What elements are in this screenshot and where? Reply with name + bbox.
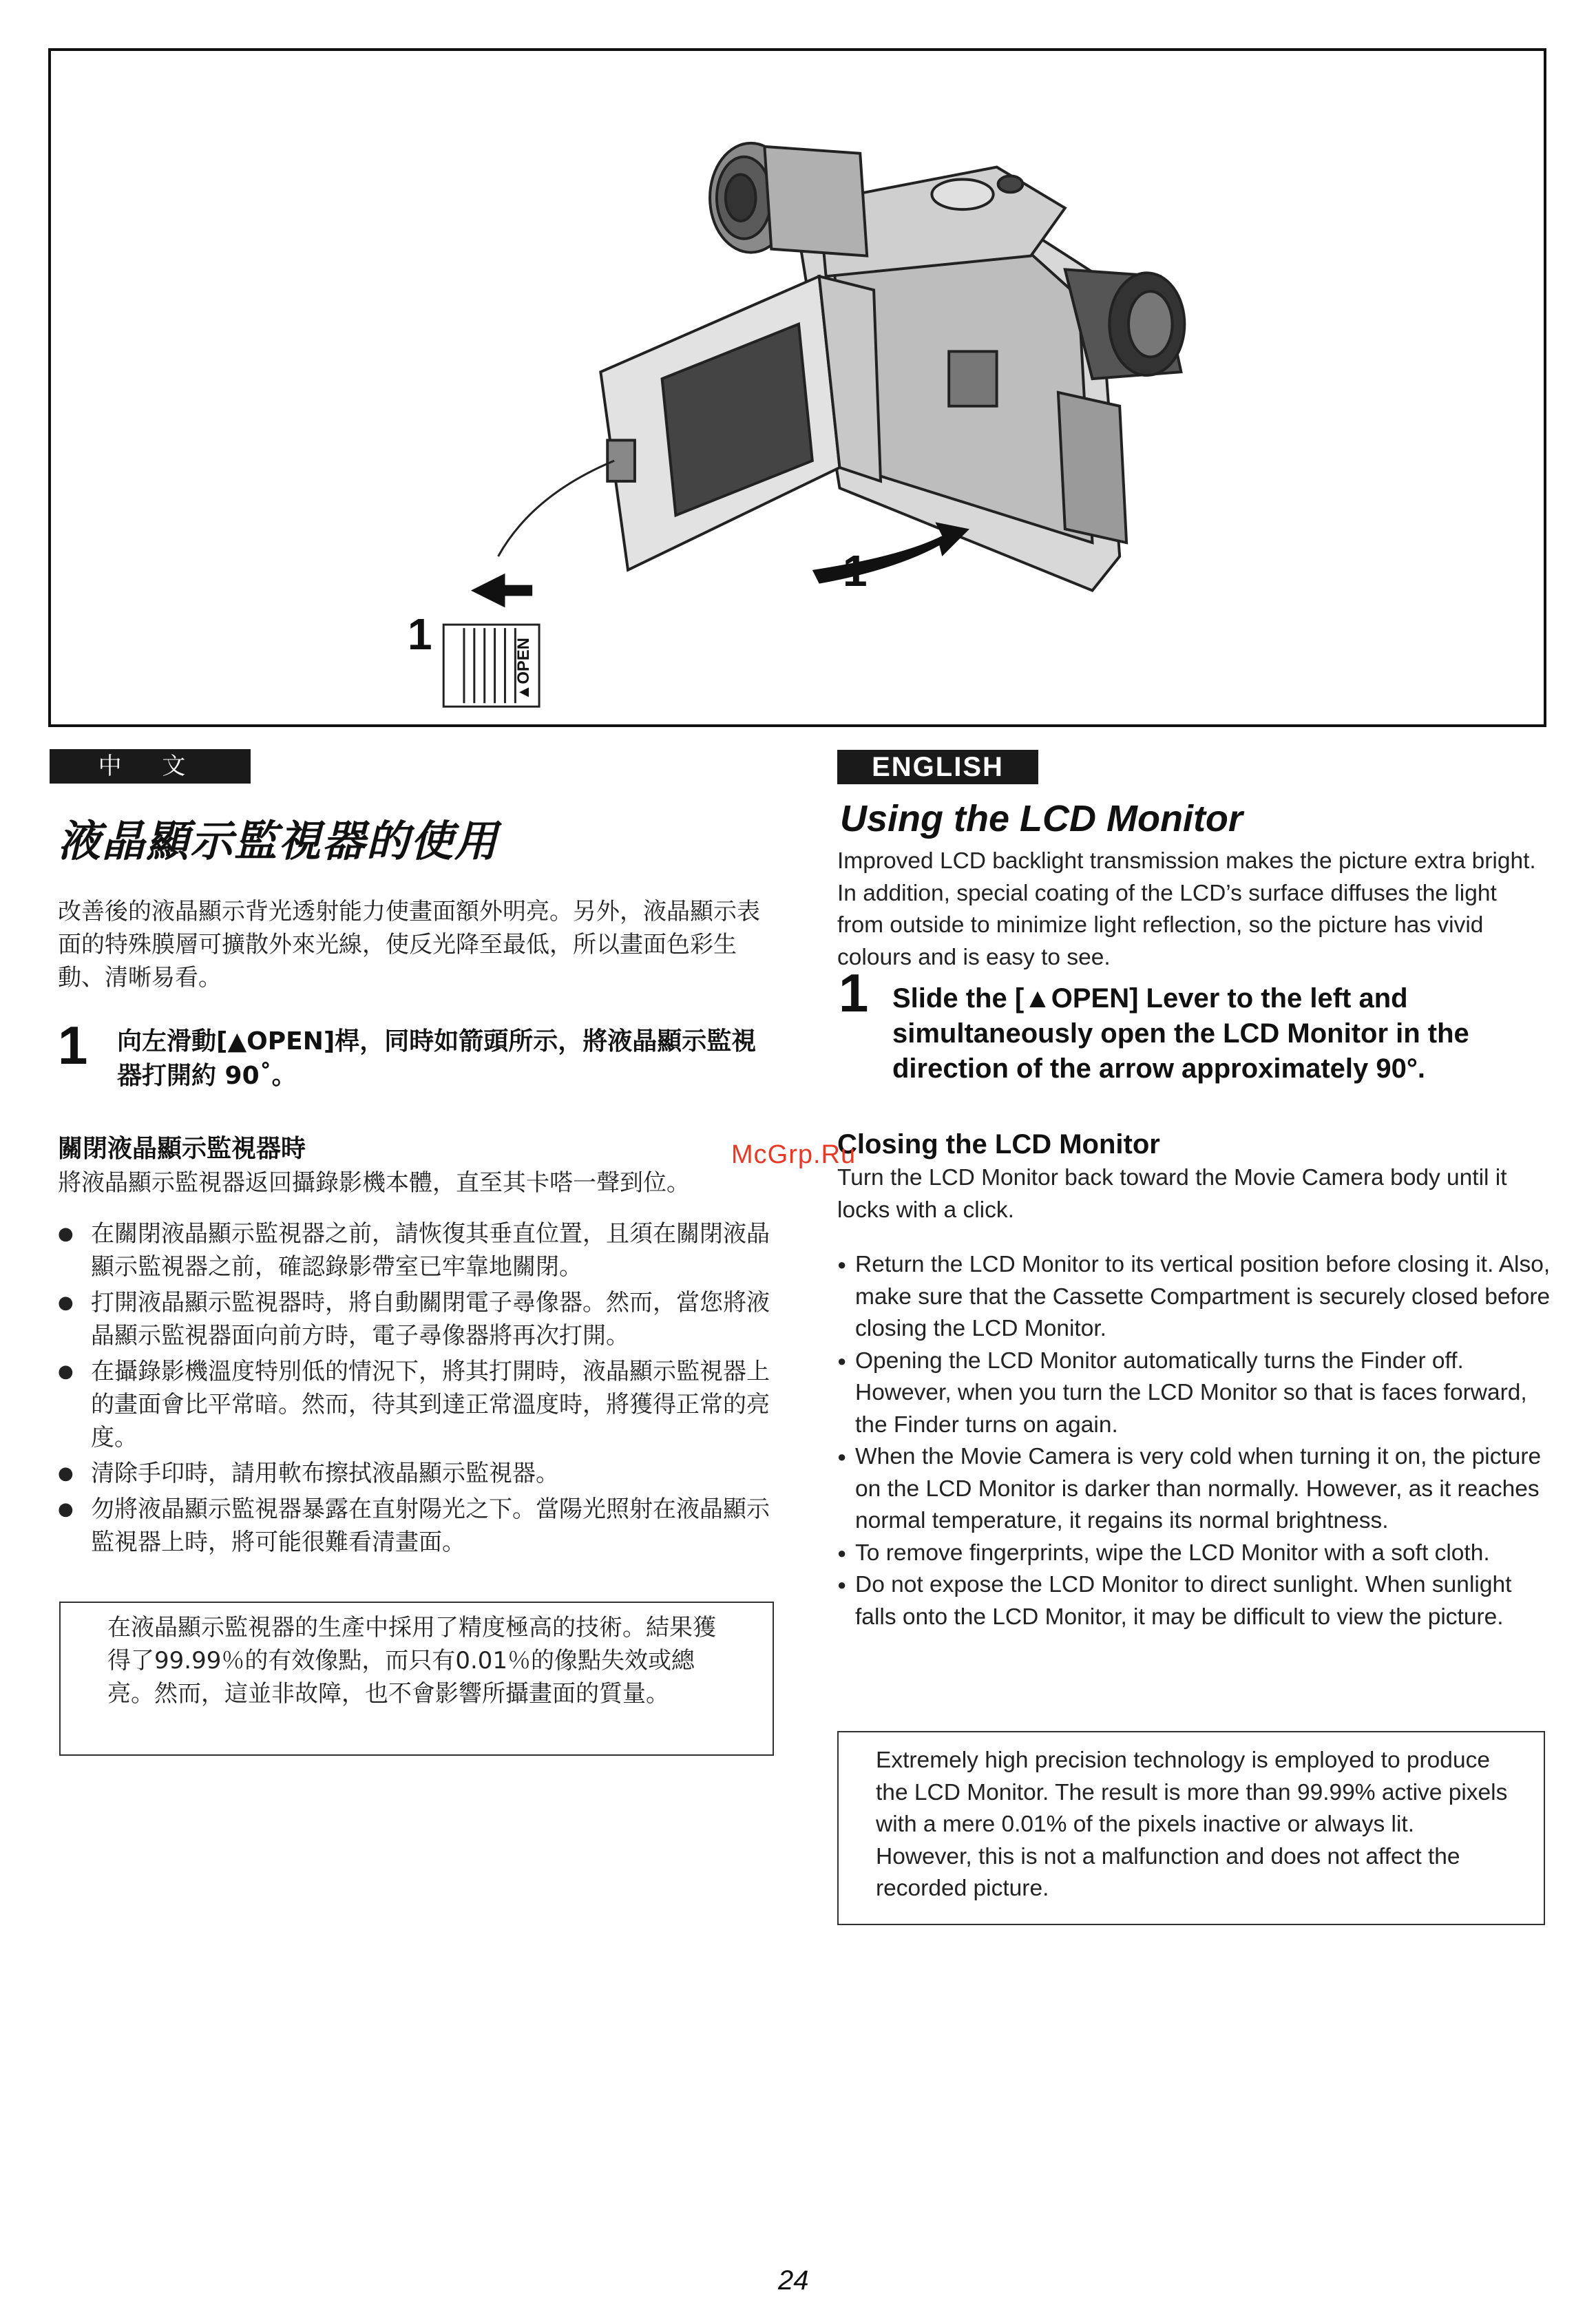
camcorder-illustration <box>48 48 1546 727</box>
chinese-title: 液晶顯示監視器的使用 <box>58 816 499 866</box>
english-title: Using the LCD Monitor <box>840 798 1243 839</box>
chinese-note-box <box>59 1602 774 1756</box>
english-intro: Improved LCD backlight transmission makes the picture extra bright. In addition, special coating of the LCD’s surface diffuses the light from outside to minimize light reflection, so the picture has vivid colours and is easy to see. <box>837 848 1536 970</box>
english-closing-heading: Closing the LCD Monitor <box>837 1129 1160 1160</box>
open-lever-label: ▲OPEN <box>514 638 534 701</box>
chinese-bullet-list <box>58 1217 781 1562</box>
list-item: ● To remove fingerprints, wipe the LCD Monitor with a soft cloth. <box>837 1538 1553 1570</box>
list-item: ● When the Movie Camera is very cold when turning it on, the picture on the LCD Monitor is darker than normally. However, as it reaches normal temperature, it regains its normal brightness. <box>837 1441 1553 1538</box>
page-number: 24 <box>778 2265 809 2296</box>
list-item: ● Do not expose the LCD Monitor to direct sunlight. When sunlight falls onto the LCD Monitor, it may be difficult to view the picture. <box>837 1569 1553 1633</box>
english-step-text: Slide the [▲OPEN] Lever to the left and simultaneously open the LCD Monitor in the direction of the arrow approximately 90°. <box>892 983 1469 1084</box>
english-language-tag: ENGLISH <box>837 750 1038 784</box>
list-item: ● Return the LCD Monitor to its vertical position before closing it. Also, make sure that the Cassette Compartment is securely closed before closing the LCD Monitor. <box>837 1249 1553 1345</box>
list-item: ● 打開液晶顯示監視器時，將自動關閉電子尋像器。然而，當您將液晶顯示監視器面向前方時，電子尋像器將再次打開。 <box>58 1286 781 1352</box>
english-note-box <box>837 1731 1545 1925</box>
callout-open-lever: 1 <box>408 609 432 659</box>
english-note-text: Extremely high precision technology is employed to produce the LCD Monitor. The result is more than 99.99% active pixels with a mere 0.01% of the pixels inactive or always lit. However, this is not a malfunction and does not affect the recorded picture. <box>876 1748 1508 1901</box>
list-item: ● Opening the LCD Monitor automatically turns the Finder off. However, when you turn the LCD Monitor so that is faces forward, the Finder turns on again. <box>837 1345 1553 1442</box>
english-bullet-list <box>837 1249 1553 1633</box>
camcorder-drawing <box>51 51 1544 724</box>
list-item: ● 在關閉液晶顯示監視器之前，請恢復其垂直位置，且須在關閉液晶顯示監視器之前，確認錄影帶室已牢靠地關閉。 <box>58 1217 781 1283</box>
chinese-closing-heading: 關閉液晶顯示監視器時 <box>58 1135 306 1163</box>
chinese-step-text: 向左滑動[▲OPEN]桿，同時如箭頭所示，將液晶顯示監視器打開約 90˚。 <box>117 1027 757 1090</box>
chinese-intro: 改善後的液晶顯示背光透射能力使畫面額外明亮。另外，液晶顯示表面的特殊膜層可擴散外來光線，使反光降至最低，所以畫面色彩生動、清晰易看。 <box>58 898 760 991</box>
chinese-language-tag: 中 文 <box>50 749 251 784</box>
english-closing-text: Turn the LCD Monitor back toward the Movie Camera body until it locks with a click. <box>837 1165 1507 1223</box>
english-step-number: 1 <box>839 963 869 1023</box>
chinese-note-text: 在液晶顯示監視器的生產中採用了精度極高的技術。結果獲得了99.99％的有效像點，而只有0.01％的像點失效或總亮。然而，這並非故障，也不會影響所攝畫面的質量。 <box>107 1614 716 1708</box>
chinese-closing-text: 將液晶顯示監視器返回攝錄影機本體，直至其卡嗒一聲到位。 <box>58 1169 690 1197</box>
watermark-link[interactable]: McGrp.Ru <box>731 1140 857 1169</box>
callout-lcd-rotate: 1 <box>843 546 868 596</box>
list-item: ● 清除手印時，請用軟布擦拭液晶顯示監視器。 <box>58 1457 781 1490</box>
list-item: ● 勿將液晶顯示監視器暴露在直射陽光之下。當陽光照射在液晶顯示監視器上時，將可能很難看清畫面。 <box>58 1493 781 1559</box>
chinese-step-number: 1 <box>58 1015 88 1075</box>
list-item: ● 在攝錄影機溫度特別低的情況下，將其打開時，液晶顯示監視器上的畫面會比平常暗。然而，待其到達正常溫度時，將獲得正常的亮度。 <box>58 1355 781 1454</box>
